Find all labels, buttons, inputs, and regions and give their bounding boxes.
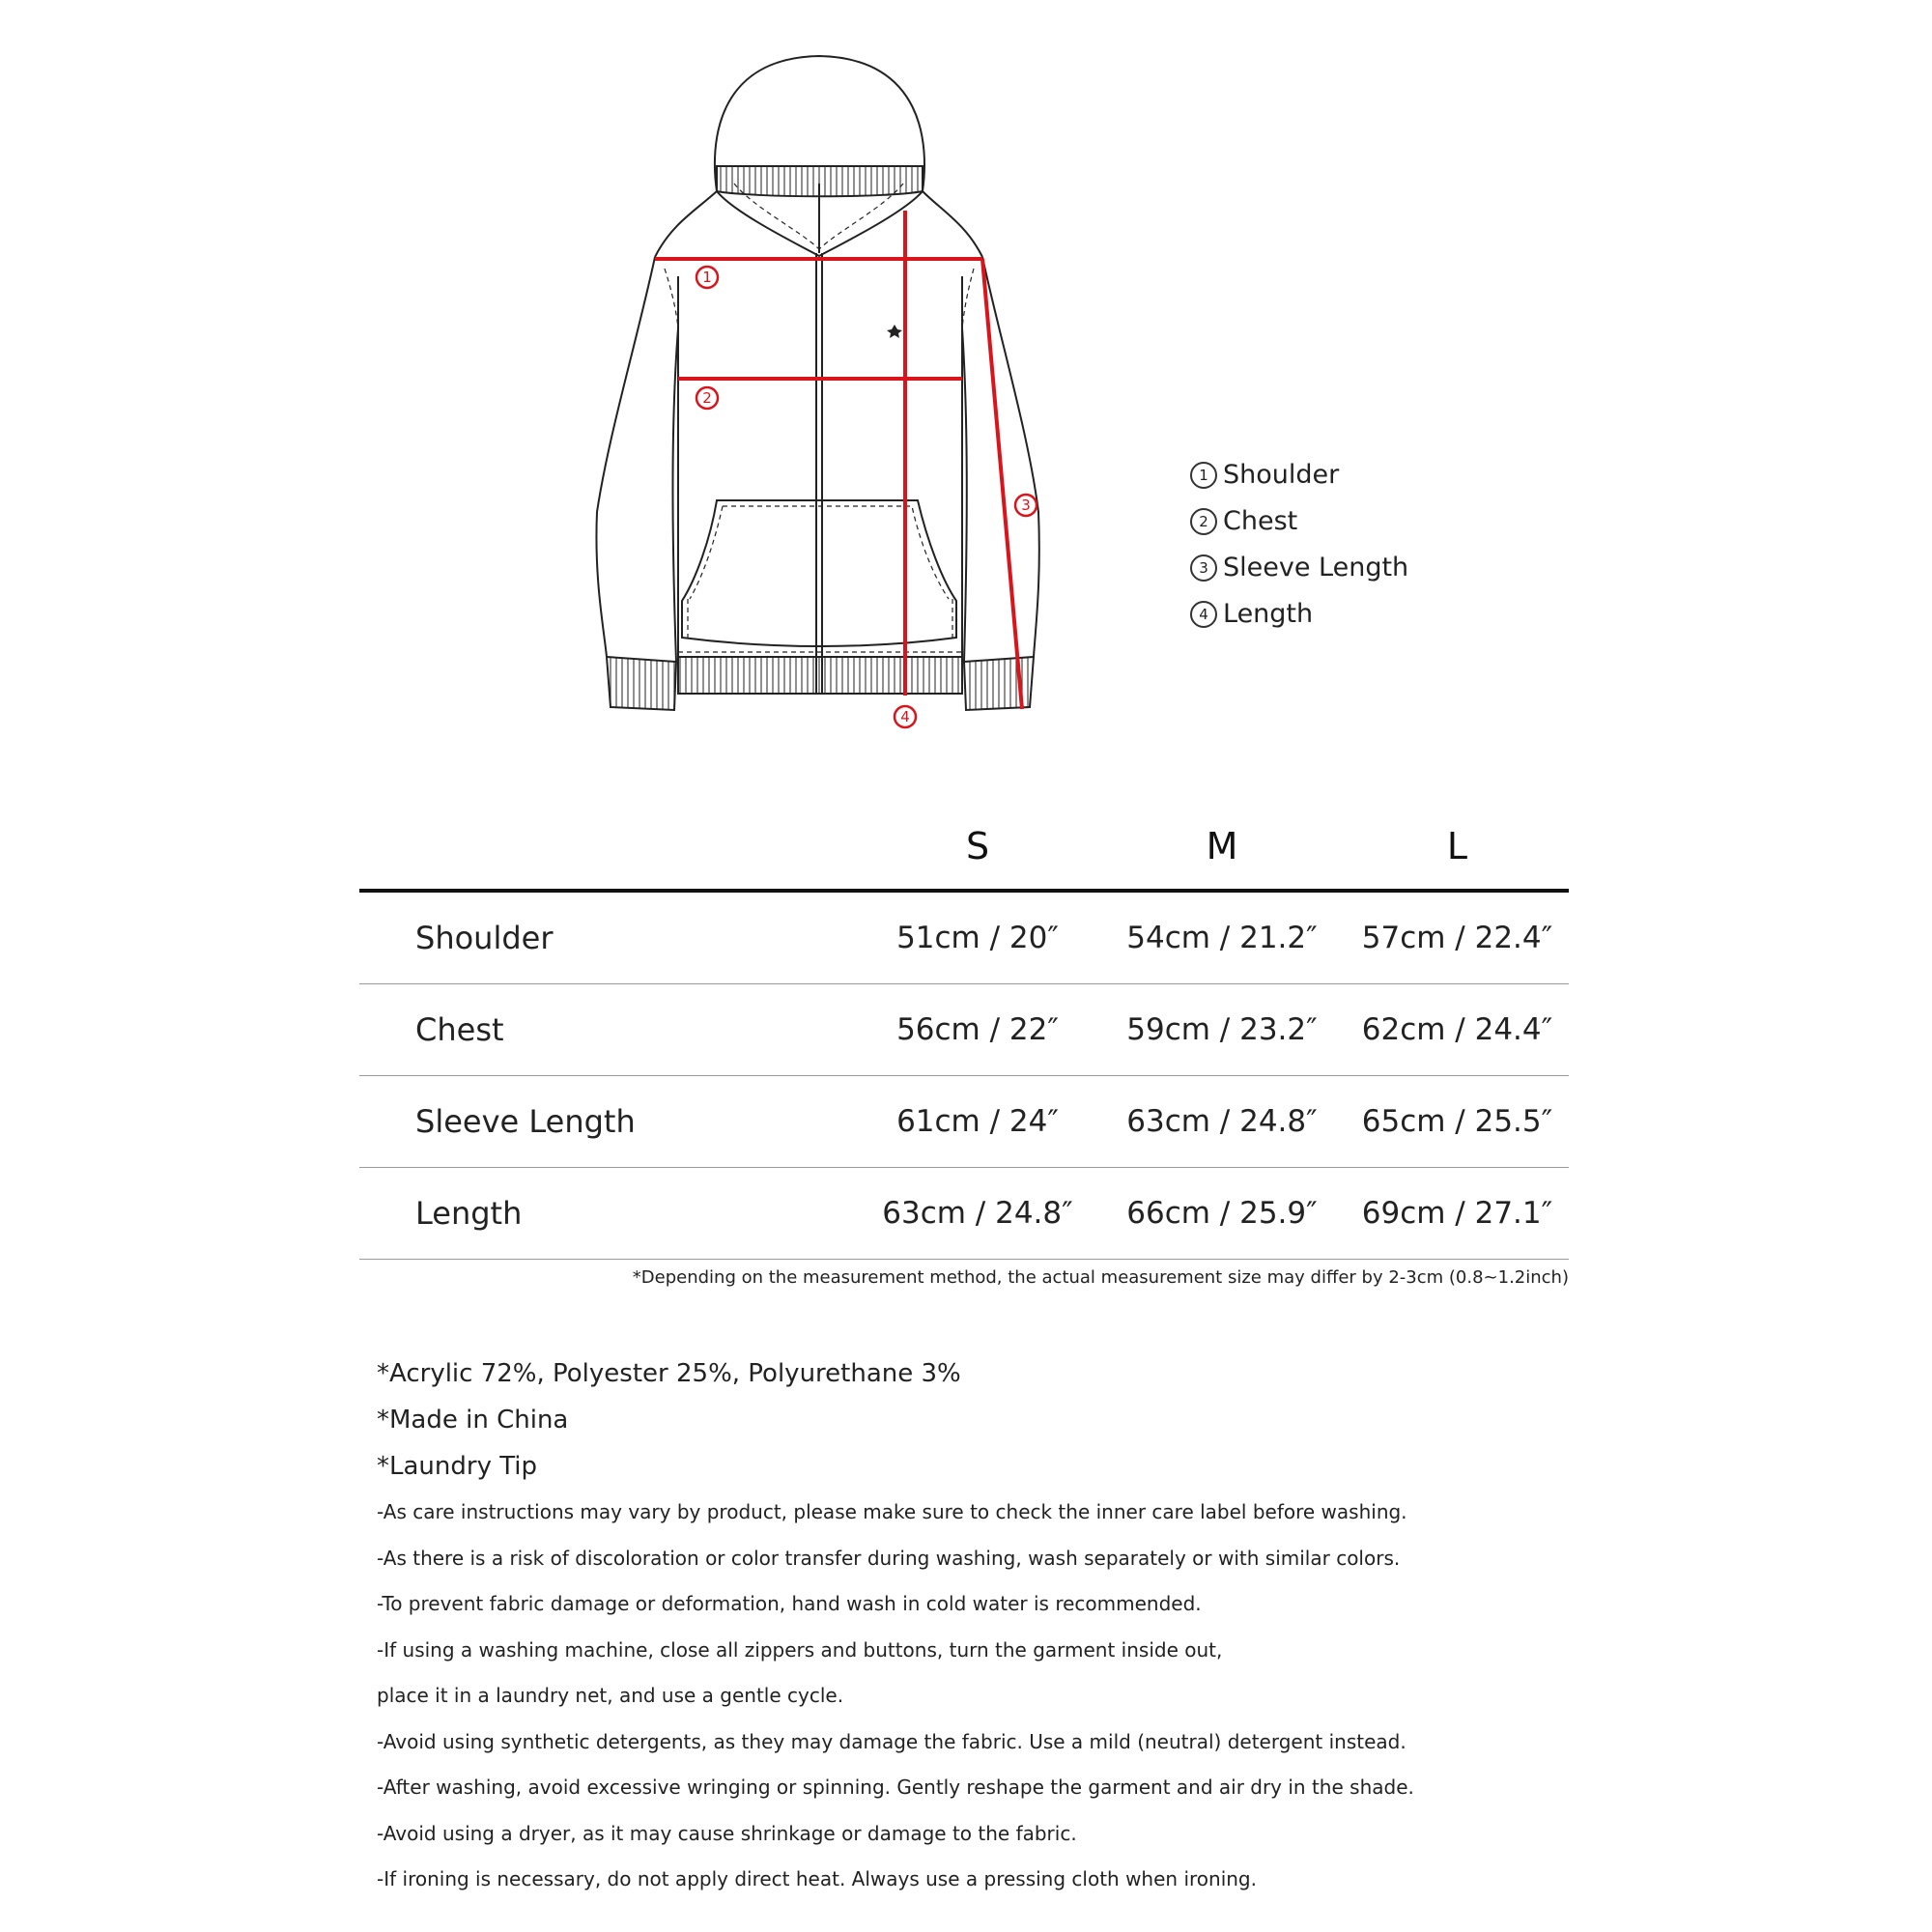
laundry-line: -Avoid using a dryer, as it may cause shrinkage or damage to the fabric. <box>377 1821 1077 1845</box>
legend-number: 4 <box>1190 601 1217 628</box>
table-row <box>359 1076 1569 1168</box>
laundry-line: -After washing, avoid excessive wringing or spinning. Gently reshape the garment and air dry in the shade. <box>377 1776 1414 1799</box>
origin-text: *Made in China <box>377 1406 569 1435</box>
marker-3: 3 <box>1021 497 1031 514</box>
star-logo-icon <box>887 325 902 338</box>
table-row <box>359 891 1569 984</box>
row-label: Shoulder <box>415 920 554 956</box>
laundry-line: -As there is a risk of discoloration or color transfer during washing, wash separately or with similar colors. <box>377 1546 1401 1570</box>
legend-number: 2 <box>1190 508 1217 535</box>
marker-1: 1 <box>702 269 712 286</box>
measurement-note: *Depending on the measurement method, the actual measurement size may differ by 2-3cm (0.8~1.2inch) <box>632 1267 1569 1288</box>
cell-value: 59cm / 23.2″ <box>1126 1012 1318 1047</box>
legend-number: 3 <box>1190 554 1217 582</box>
cell-value: 63cm / 24.8″ <box>1126 1104 1318 1139</box>
cell-value: 56cm / 22″ <box>896 1012 1059 1047</box>
measurement-legend <box>1190 452 1408 638</box>
cell-value: 69cm / 27.1″ <box>1361 1196 1553 1231</box>
legend-item-chest <box>1190 498 1408 545</box>
composition-text: *Acrylic 72%, Polyester 25%, Polyurethane 3% <box>377 1359 961 1388</box>
table-header-row <box>359 804 1569 891</box>
cell-value: 51cm / 20″ <box>896 921 1059 955</box>
sleeve-length-line <box>982 259 1022 709</box>
table-row <box>359 1168 1569 1260</box>
product-info <box>377 1350 1414 1903</box>
laundry-title: *Laundry Tip <box>377 1452 538 1481</box>
legend-label: Length <box>1223 599 1314 629</box>
legend-label: Shoulder <box>1223 460 1340 490</box>
hoodie-outline <box>596 56 1038 710</box>
table-row <box>359 984 1569 1076</box>
marker-4: 4 <box>900 708 910 725</box>
cell-value: 65cm / 25.5″ <box>1361 1104 1553 1139</box>
legend-item-sleeve-length <box>1190 545 1408 591</box>
legend-label: Chest <box>1223 506 1298 536</box>
row-label: Length <box>415 1195 523 1232</box>
cell-value: 61cm / 24″ <box>896 1104 1059 1139</box>
legend-number: 1 <box>1190 462 1217 489</box>
legend-item-length <box>1190 591 1408 638</box>
header-empty <box>359 804 857 891</box>
header-size-m: M <box>1206 825 1238 867</box>
legend-item-shoulder <box>1190 452 1408 498</box>
laundry-line: -Avoid using synthetic detergents, as they may damage the fabric. Use a mild (neutral) detergent instead. <box>377 1729 1406 1753</box>
size-chart-table <box>359 804 1569 1260</box>
cell-value: 57cm / 22.4″ <box>1361 921 1553 955</box>
header-size-l: L <box>1446 825 1468 867</box>
laundry-line: -To prevent fabric damage or deformation, hand wash in cold water is recommended. <box>377 1592 1202 1615</box>
cell-value: 62cm / 24.4″ <box>1361 1012 1553 1047</box>
cell-value: 66cm / 25.9″ <box>1126 1196 1318 1231</box>
row-label: Chest <box>415 1011 504 1048</box>
laundry-line: -If ironing is necessary, do not apply direct heat. Always use a pressing cloth when ironing. <box>377 1867 1257 1890</box>
hoodie-diagram <box>541 39 1082 753</box>
laundry-line: place it in a laundry net, and use a gentle cycle. <box>377 1684 844 1707</box>
laundry-line: -As care instructions may vary by product, please make sure to check the inner care label before washing. <box>377 1500 1407 1523</box>
cell-value: 54cm / 21.2″ <box>1126 921 1318 955</box>
row-label: Sleeve Length <box>415 1103 636 1140</box>
cell-value: 63cm / 24.8″ <box>882 1196 1073 1231</box>
marker-2: 2 <box>702 389 712 407</box>
legend-label: Sleeve Length <box>1223 553 1409 582</box>
header-size-s: S <box>965 825 990 867</box>
laundry-line: -If using a washing machine, close all zippers and buttons, turn the garment inside out, <box>377 1637 1223 1662</box>
